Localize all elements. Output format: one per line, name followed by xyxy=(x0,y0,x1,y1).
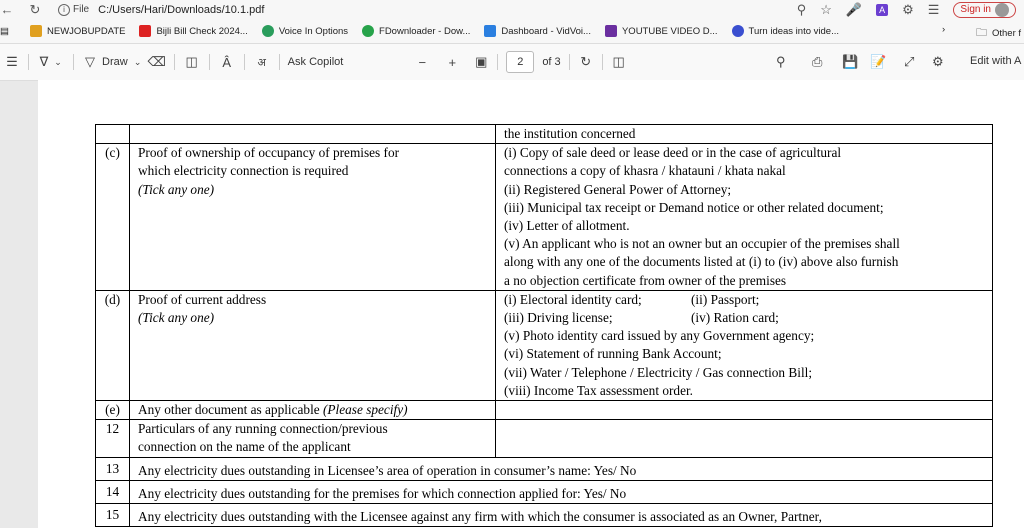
table-row xyxy=(96,290,993,400)
row-text: Any electricity dues outstanding in Licensee’s area of operation in consumer’s name: Yes/ No xyxy=(130,457,993,480)
sign-in-label: Sign in xyxy=(960,3,991,15)
text-line: (iv) Letter of allotment. xyxy=(504,218,630,234)
text-item: (iii) Driving license; xyxy=(504,310,613,326)
divider xyxy=(28,54,29,70)
page-total: of 3 xyxy=(542,56,561,68)
bookmark-favicon-icon xyxy=(732,25,744,37)
bookmark-turn-ideas[interactable] xyxy=(732,25,839,37)
text-line: (viii) Income Tax assessment order. xyxy=(504,382,693,398)
chevron-down-icon[interactable]: ⌄ xyxy=(133,56,142,67)
divider xyxy=(602,54,603,70)
save-as-icon[interactable]: 📝 xyxy=(870,54,887,69)
row-number: 14 xyxy=(96,480,130,503)
divider xyxy=(497,54,498,70)
zoom-in-icon[interactable]: + xyxy=(448,54,457,70)
rotate-icon[interactable]: ↻ xyxy=(580,54,592,69)
text-line: (v) An applicant who is not an owner but an occupier of the premises shall xyxy=(504,236,900,252)
text-line: (vii) Water / Telephone / Electricity / Gas connection Bill; xyxy=(504,364,813,380)
bookmark-youtube-video[interactable] xyxy=(605,25,718,37)
bookmark-label: Bijli Bill Check 2024... xyxy=(156,25,248,37)
search-icon[interactable]: ⚲ xyxy=(776,54,786,69)
text-line: (vi) Statement of running Bank Account; xyxy=(504,346,722,362)
divider xyxy=(73,54,74,70)
label-note: (Tick any one) xyxy=(138,181,215,197)
table-row xyxy=(96,420,993,457)
bookmarks-bar xyxy=(0,19,1024,44)
text-line xyxy=(504,309,987,327)
bookmark-label: FDownloader - Dow... xyxy=(379,25,471,37)
row-number: 12 xyxy=(96,420,130,457)
bookmark-voice-in[interactable] xyxy=(262,25,348,37)
folder-icon: 🗀 xyxy=(976,27,987,39)
info-icon: i xyxy=(58,4,70,16)
label-line: Particulars of any running connection/previous xyxy=(138,421,388,437)
bookmark-bijli-bill[interactable] xyxy=(139,25,247,37)
row-text xyxy=(496,420,993,457)
translate-icon[interactable]: अ xyxy=(257,56,266,69)
text-box-icon[interactable]: ◫ xyxy=(185,54,198,69)
edit-with-button[interactable]: Edit with A xyxy=(970,55,1022,67)
microphone-icon[interactable]: 🎤 xyxy=(845,1,863,17)
refresh-icon[interactable]: ↻ xyxy=(29,1,41,17)
divider xyxy=(209,54,210,70)
text-line: (v) Photo identity card issued by any Government agency; xyxy=(504,328,815,344)
text-line: a no objection certificate from owner of the premises xyxy=(504,272,787,288)
text-line xyxy=(504,291,987,309)
label-line: Proof of ownership of occupancy of premises for xyxy=(138,145,400,161)
row-number: (c) xyxy=(96,144,130,291)
settings-gear-icon[interactable]: ⚙ xyxy=(932,54,944,69)
label-line: Proof of current address xyxy=(138,291,267,307)
draw-label[interactable]: Draw xyxy=(102,56,128,68)
sidebar-toggle-icon[interactable]: ▤ xyxy=(0,25,9,37)
extensions-puzzle-icon[interactable]: ⚙ xyxy=(902,1,914,17)
draw-icon[interactable]: ▽ xyxy=(85,54,95,69)
label-line: connection on the name of the applicant xyxy=(138,439,351,455)
row-text xyxy=(496,144,993,291)
table-row xyxy=(96,125,993,144)
save-icon[interactable]: 💾 xyxy=(842,54,859,69)
contents-icon[interactable]: ☰ xyxy=(6,54,18,69)
bookmark-newjobupdate[interactable] xyxy=(30,25,125,37)
text-line: (i) Copy of sale deed or lease deed or in the case of agricultural xyxy=(504,145,842,161)
label-note: (Tick any one) xyxy=(138,310,215,326)
zoom-out-icon[interactable]: − xyxy=(418,54,427,70)
url-text[interactable]: C:/Users/Hari/Downloads/10.1.pdf xyxy=(98,3,265,16)
divider xyxy=(244,54,245,70)
read-aloud-icon[interactable]: Â xyxy=(222,54,231,70)
row-text xyxy=(496,290,993,400)
text-item: (iv) Ration card; xyxy=(691,310,779,326)
page-view-icon[interactable]: ◫ xyxy=(612,54,625,69)
bookmark-vidvoi[interactable] xyxy=(484,25,591,37)
extension-a-icon[interactable]: A xyxy=(876,4,888,16)
avatar xyxy=(995,3,1009,17)
bookmark-favicon-icon xyxy=(139,25,151,37)
other-favorites-label: Other f xyxy=(992,28,1022,39)
favorite-star-icon[interactable]: ☆ xyxy=(820,1,832,17)
sign-in-button[interactable] xyxy=(953,2,1016,18)
pdf-page xyxy=(38,80,1024,528)
label-note: (Please specify) xyxy=(323,402,408,418)
ask-copilot-button[interactable]: Ask Copilot xyxy=(287,56,344,68)
label-line: which electricity connection is required xyxy=(138,163,349,179)
row-number: 15 xyxy=(96,504,130,527)
label-text: Any other document as applicable xyxy=(138,402,323,418)
text-item: (i) Electoral identity card; xyxy=(504,291,642,307)
table-row xyxy=(96,457,993,480)
page-number-input[interactable]: 2 xyxy=(506,51,534,73)
text-item: (ii) Passport; xyxy=(691,291,760,307)
text-line: along with any one of the documents listed at (i) to (iv) above also furnish xyxy=(504,254,899,270)
fit-page-icon[interactable]: ▣ xyxy=(475,54,488,69)
table-row xyxy=(96,144,993,291)
print-icon[interactable]: ⎙ xyxy=(812,54,823,69)
bookmark-favicon-icon xyxy=(30,25,42,37)
row-number: 13 xyxy=(96,457,130,480)
bookmark-favicon-icon xyxy=(484,25,496,37)
row-label xyxy=(130,401,496,420)
bookmark-favicon-icon xyxy=(605,25,617,37)
row-label xyxy=(130,144,496,291)
other-favorites[interactable] xyxy=(976,24,1021,43)
url-field[interactable] xyxy=(54,4,264,16)
highlight-icon[interactable]: ∇ xyxy=(39,54,49,69)
bookmark-fdownloader[interactable] xyxy=(362,25,470,37)
text-line: (iii) Municipal tax receipt or Demand notice or other related document; xyxy=(504,199,884,215)
address-bar xyxy=(0,0,1024,19)
row-text: Any electricity dues outstanding with the Licensee against any firm with which the consumer is associated as an Owner, Partner, xyxy=(130,504,993,527)
divider xyxy=(569,54,570,70)
row-text xyxy=(496,401,993,420)
row-number: (d) xyxy=(96,290,130,400)
chevron-right-icon[interactable]: › xyxy=(942,24,946,35)
fullscreen-icon[interactable]: ⤢ xyxy=(904,54,915,69)
row-label xyxy=(130,290,496,400)
table-row xyxy=(96,401,993,420)
divider xyxy=(174,54,175,70)
bookmark-label: NEWJOBUPDATE xyxy=(47,25,126,37)
chevron-down-icon[interactable]: ⌄ xyxy=(54,56,62,67)
row-text: the institution concerned xyxy=(496,125,993,144)
text-line: connections a copy of khasra / khatauni / khata nakal xyxy=(504,163,786,179)
bookmark-favicon-icon xyxy=(262,25,274,37)
row-number xyxy=(96,125,130,144)
row-number: (e) xyxy=(96,401,130,420)
table-row xyxy=(96,480,993,503)
row-label xyxy=(130,125,496,144)
pdf-toolbar xyxy=(0,44,1024,81)
table-row xyxy=(96,504,993,527)
bookmark-label: Voice In Options xyxy=(278,25,349,37)
back-arrow-icon[interactable]: ← xyxy=(0,2,14,17)
bookmark-label: Dashboard - VidVoi... xyxy=(501,25,591,37)
eraser-icon[interactable]: ⌫ xyxy=(147,54,166,69)
divider xyxy=(279,54,280,70)
row-label xyxy=(130,420,496,457)
text-line: (ii) Registered General Power of Attorney; xyxy=(504,181,732,197)
file-badge[interactable] xyxy=(54,4,93,16)
bookmark-label: YOUTUBE VIDEO D... xyxy=(621,25,718,37)
file-label: File xyxy=(73,4,90,15)
bookmark-favicon-icon xyxy=(362,25,374,37)
row-text: Any electricity dues outstanding for the premises for which connection applied for: Yes/ No xyxy=(130,480,993,503)
favorites-list-icon[interactable]: ☰ xyxy=(927,1,940,17)
zoom-icon[interactable]: ⚲ xyxy=(796,1,807,17)
document-table xyxy=(95,124,993,527)
bookmark-label: Turn ideas into vide... xyxy=(748,25,839,37)
